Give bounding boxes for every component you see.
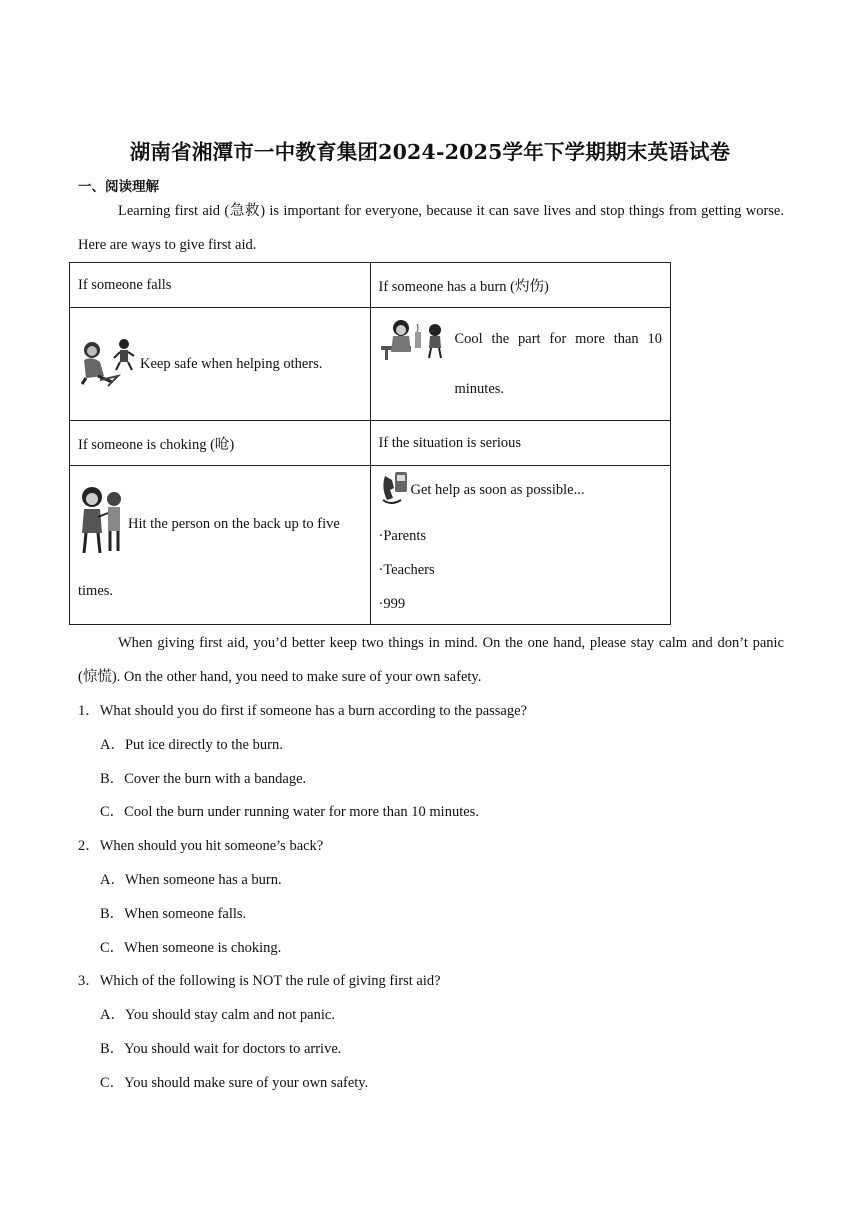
choking-text-tail: times. bbox=[78, 582, 114, 599]
serious-cell bbox=[370, 466, 671, 625]
serious-item-teachers: ·Teachers bbox=[378, 561, 435, 578]
burn-illustration-icon bbox=[379, 318, 447, 381]
option-c[interactable]: C．When someone is choking. bbox=[100, 939, 282, 956]
question-3 bbox=[78, 965, 798, 1100]
choking-illustration-icon bbox=[78, 485, 124, 568]
table-row bbox=[70, 308, 671, 421]
table-row bbox=[70, 466, 671, 625]
burn-header: If someone has a burn (灼伤) bbox=[370, 263, 671, 308]
question-number: 3． bbox=[78, 973, 100, 990]
choking-cell bbox=[70, 466, 371, 625]
option-c[interactable]: C．Cool the burn under running water for more than 10 minutes. bbox=[100, 804, 479, 821]
choking-header: If someone is choking (呛) bbox=[70, 421, 371, 466]
option-b[interactable]: B．You should wait for doctors to arrive. bbox=[100, 1040, 342, 1057]
serious-item-999: ·999 bbox=[378, 595, 406, 612]
question-1 bbox=[78, 695, 798, 830]
question-number: 2． bbox=[78, 838, 100, 855]
question-2 bbox=[78, 830, 798, 965]
choking-text: Hit the person on the back up to five bbox=[128, 515, 340, 532]
table-row bbox=[70, 421, 671, 466]
fall-illustration-icon bbox=[78, 336, 136, 393]
option-b[interactable]: B．When someone falls. bbox=[100, 905, 247, 922]
question-stem: When should you hit someone’s back? bbox=[99, 838, 324, 855]
question-list bbox=[78, 695, 798, 1101]
question-stem: Which of the following is NOT the rule of giving first aid? bbox=[99, 973, 441, 990]
serious-text: Get help as soon as possible... bbox=[410, 481, 585, 498]
option-b[interactable]: B．Cover the burn with a bandage. bbox=[100, 770, 307, 787]
serious-header: If the situation is serious bbox=[370, 421, 671, 466]
phone-icon bbox=[379, 470, 409, 511]
question-stem: What should you do first if someone has a burn according to the passage? bbox=[99, 703, 527, 719]
option-a[interactable]: A．Put ice directly to the burn. bbox=[100, 736, 283, 753]
table-row bbox=[70, 263, 671, 308]
falls-cell bbox=[70, 308, 371, 421]
option-a[interactable]: A．When someone has a burn. bbox=[100, 871, 282, 888]
closing-paragraph: When giving first aid, you’d better keep two things in mind. On the one hand, please stay calm and don’t panic (惊慌). On the other hand, you need to make sure of your own safety. bbox=[78, 635, 784, 685]
section-heading: 一、阅读理解 bbox=[78, 179, 159, 195]
question-number: 1． bbox=[78, 703, 100, 719]
serious-item-parents: ·Parents bbox=[378, 527, 427, 544]
option-a[interactable]: A．You should stay calm and not panic. bbox=[100, 1007, 335, 1024]
page-title: 湖南省湘潭市一中教育集团2024-2025学年下学期期末英语试卷 bbox=[129, 140, 731, 164]
falls-text: Keep safe when helping others. bbox=[140, 355, 323, 372]
intro-paragraph: Learning first aid (急救) is important for everyone, because it can save lives and stop things from getting worse. Here are ways to give first aid. bbox=[78, 203, 784, 253]
burn-cell bbox=[370, 308, 671, 421]
first-aid-table bbox=[69, 262, 671, 625]
burn-text: Cool the part for more than 10 minutes. bbox=[454, 331, 662, 397]
falls-header: If someone falls bbox=[70, 263, 371, 308]
option-c[interactable]: C．You should make sure of your own safety. bbox=[100, 1074, 369, 1091]
